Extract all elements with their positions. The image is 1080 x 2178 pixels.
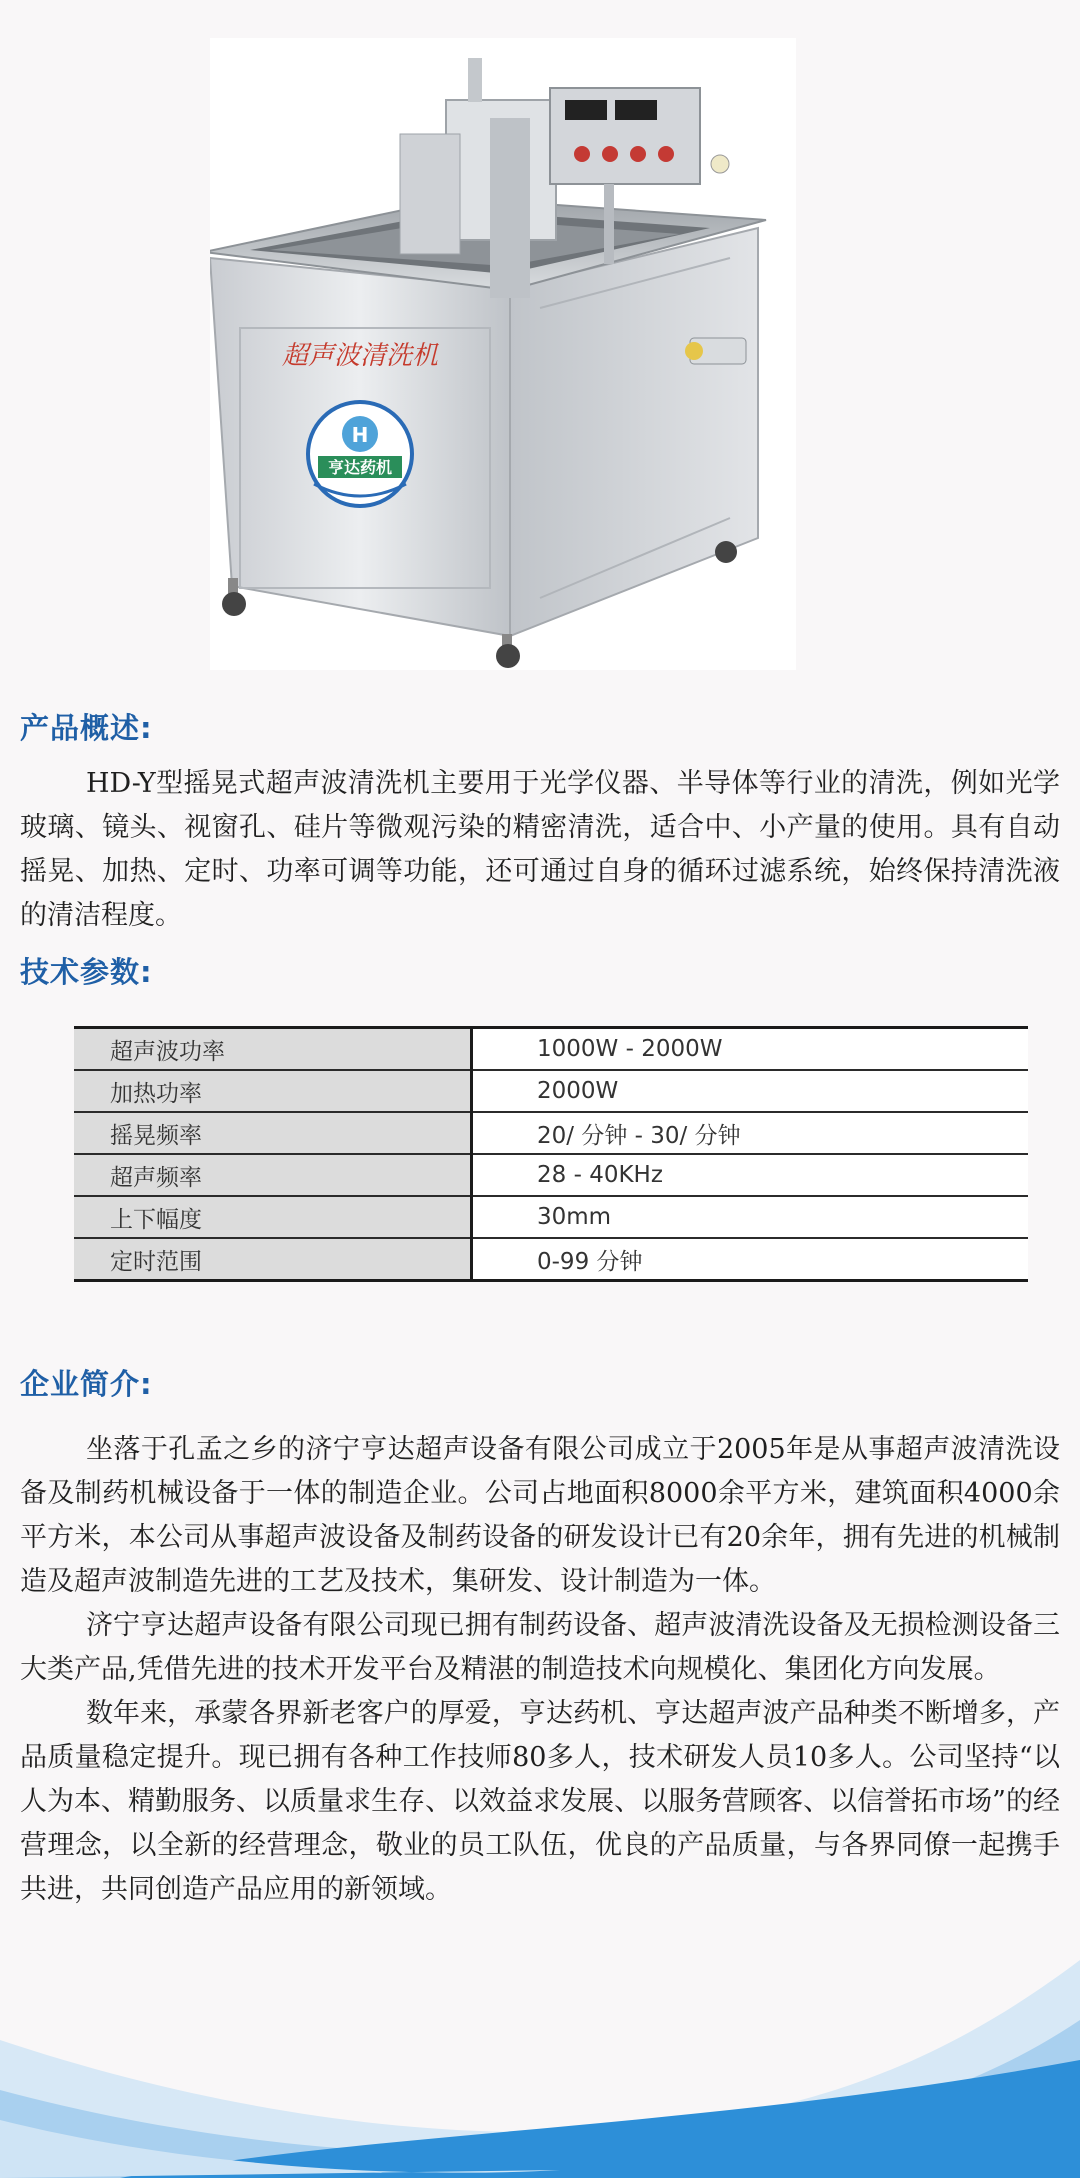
company-title: 企业简介: <box>20 1367 153 1401</box>
spec-value: 0-99 分钟 <box>472 1238 1029 1281</box>
spec-value: 30mm <box>472 1196 1029 1238</box>
spec-value: 28 - 40KHz <box>472 1154 1029 1196</box>
overview-title: 产品概述: <box>20 711 153 745</box>
company-paragraph-1: 坐落于孔孟之乡的济宁亨达超声设备有限公司成立于2005年是从事超声波清洗设备及制药机械设备于一体的制造企业。公司占地面积8000余平方米，建筑面积4000余平方米，本公司从事超声波设备及制药设备的研发设计已有20余年，拥有先进的机械制造及超声波制造先进的工艺及技术，集研发、设计制造为一体。 <box>20 1434 1060 1597</box>
panel-label: 超声波清洗机 <box>281 341 439 371</box>
company-paragraph-2: 济宁亨达超声设备有限公司现已拥有制药设备、超声波清洗设备及无损检测设备三大类产品,凭借先进的技术开发平台及精湛的制造技术向规模化、集团化方向发展。 <box>20 1610 1060 1685</box>
spec-value: 1000W - 2000W <box>472 1028 1029 1071</box>
overview-paragraph <box>20 762 1060 938</box>
spec-row <box>74 1112 1028 1154</box>
company-paragraph-3: 数年来，承蒙各界新老客户的厚爱，亨达药机、亨达超声波产品种类不断增多，产品质量稳定提升。现已拥有各种工作技师80多人，技术研发人员10多人。公司坚持“以人为本、精勤服务、以质量求生存、以效益求发展、以服务营顾客、以信誉拓市场”的经营理念，以全新的经营理念，敬业的员工队伍，优良的产品质量，与各界同僚一起携手共进，共同创造产品应用的新领域。 <box>20 1698 1060 1905</box>
company-body <box>20 1428 1060 1912</box>
spec-value: 20/ 分钟 - 30/ 分钟 <box>472 1112 1029 1154</box>
spec-row <box>74 1070 1028 1112</box>
spec-label: 超声波功率 <box>74 1028 472 1071</box>
spec-row <box>74 1028 1028 1071</box>
brand-logo <box>308 402 412 506</box>
logo-text: 亨达药机 <box>327 458 393 477</box>
spec-value: 2000W <box>472 1070 1029 1112</box>
spec-label: 超声频率 <box>74 1154 472 1196</box>
spec-row <box>74 1154 1028 1196</box>
spec-label: 加热功率 <box>74 1070 472 1112</box>
spec-row <box>74 1196 1028 1238</box>
wave-decoration <box>0 1960 1080 2178</box>
logo-mark: H <box>351 423 369 447</box>
overview-text: HD-Y型摇晃式超声波清洗机主要用于光学仪器、半导体等行业的清洗，例如光学玻璃、镜头、视窗孔、硅片等微观污染的精密清洗，适合中、小产量的使用。具有自动摇晃、加热、定时、功率可调等功能，还可通过自身的循环过滤系统，始终保持清洗液的清洁程度。 <box>20 768 1060 931</box>
spec-table <box>74 1026 1028 1282</box>
spec-row <box>74 1238 1028 1281</box>
spec-label: 定时范围 <box>74 1238 472 1281</box>
specs-title: 技术参数: <box>20 955 153 989</box>
spec-label: 摇晃频率 <box>74 1112 472 1154</box>
product-image <box>210 38 796 670</box>
spec-label: 上下幅度 <box>74 1196 472 1238</box>
